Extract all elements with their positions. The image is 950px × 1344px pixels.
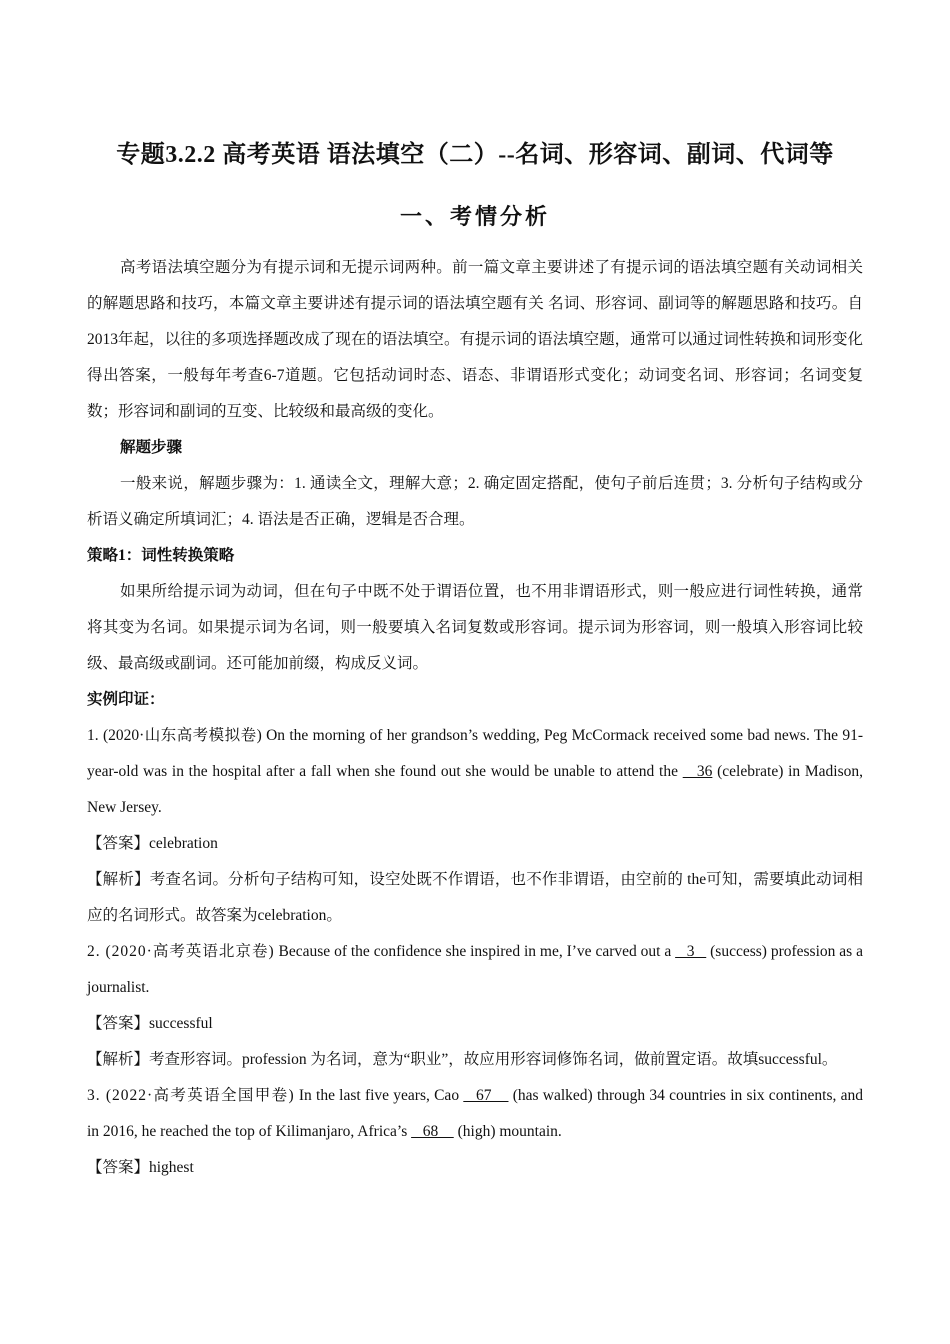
example-3-question: [87, 1078, 863, 1150]
example-2-analysis: 【解析】考查形容词。profession 为名词，意为“职业”，故应用形容词修饰名词，做前置定语。故填successful。: [87, 1051, 838, 1068]
example-3-source: 3. (2022·高考英语全国甲卷): [87, 1087, 295, 1104]
example-2-text-after: (success) profession as a journalist.: [87, 943, 863, 996]
example-2-question: [87, 934, 863, 1006]
document-body: [87, 250, 863, 1186]
intro-paragraph: 高考语法填空题分为有提示词和无提示词两种。前一篇文章主要讲述了有提示词的语法填空题有关动词相关的解题思路和技巧，本篇文章主要讲述有提示词的语法填空题有关 名词、形容词、副词等的解题思路和技巧。自2013年起，以往的多项选择题改成了现在的语法填空。有提示词的语法填空题，通常可以通过词性转换和词形变化得出答案，一般每年考查6-7道题。它包括动词时态、语态、非谓语形式变化；动词变名词、形容词；名词变复数；形容词和副词的互变、比较级和最高级的变化。: [87, 259, 863, 420]
example-3-blank-67: 67: [463, 1087, 509, 1104]
example-2-source: 2. (2020·高考英语北京卷): [87, 943, 275, 960]
steps-heading: 解题步骤: [120, 439, 183, 456]
example-3-text-before: In the last five years, Cao: [294, 1087, 464, 1104]
example-1-analysis: 【解析】考查名词。分析句子结构可知，设空处既不作谓语，也不作非谓语，由空前的 the可知，需要填此动词相应的名词形式。故答案为celebration。: [87, 871, 863, 924]
example-3-text-after: (high) mountain.: [453, 1123, 562, 1140]
example-1-text-before: 1. (2020·山东高考模拟卷) On the morning of her grandson’s wedding, Peg McCormack received some bad news. The 91-year-old was in the hospital after a fall when she found out she would be unable to attend the: [87, 727, 863, 780]
steps-paragraph: 一般来说，解题步骤为：1. 通读全文，理解大意；2. 确定固定搭配，使句子前后连贯；3. 分析句子结构或分析语义确定所填词汇；4. 语法是否正确，逻辑是否合理。: [87, 475, 863, 528]
example-2-answer: 【答案】successful: [87, 1015, 213, 1032]
example-3-blank-68: 68: [411, 1123, 454, 1140]
page-title: 专题3.2.2 高考英语 语法填空（二）--名词、形容词、副词、代词等: [116, 142, 834, 168]
section-heading: 一、考情分析: [399, 204, 550, 229]
strategy-heading: 策略1：词性转换策略: [87, 547, 235, 564]
examples-heading: 实例印证：: [87, 691, 165, 708]
example-2-text-before: Because of the confidence she inspired in me, I’ve carved out a: [274, 943, 676, 960]
example-1-blank: 36: [682, 763, 713, 780]
strategy-paragraph: 如果所给提示词为动词，但在句子中既不处于谓语位置，也不用非谓语形式，则一般应进行词性转换，通常将其变为名词。如果提示词为名词，则一般要填入名词复数或形容词。提示词为形容词，则一般填入形容词比较级、最高级或副词。还可能加前缀，构成反义词。: [87, 583, 863, 672]
example-3-text-middle: (has walked) through 34 countries in six continents, and in 2016, he reached the top of Kilimanjaro, Africa’s: [87, 1087, 864, 1140]
example-1-answer: 【答案】celebration: [87, 835, 218, 852]
example-1-question: [87, 718, 863, 826]
example-3-answer: 【答案】highest: [87, 1159, 194, 1176]
example-1-text-after: (celebrate) in Madison, New Jersey.: [87, 763, 864, 816]
example-2-blank: 3: [675, 943, 707, 960]
